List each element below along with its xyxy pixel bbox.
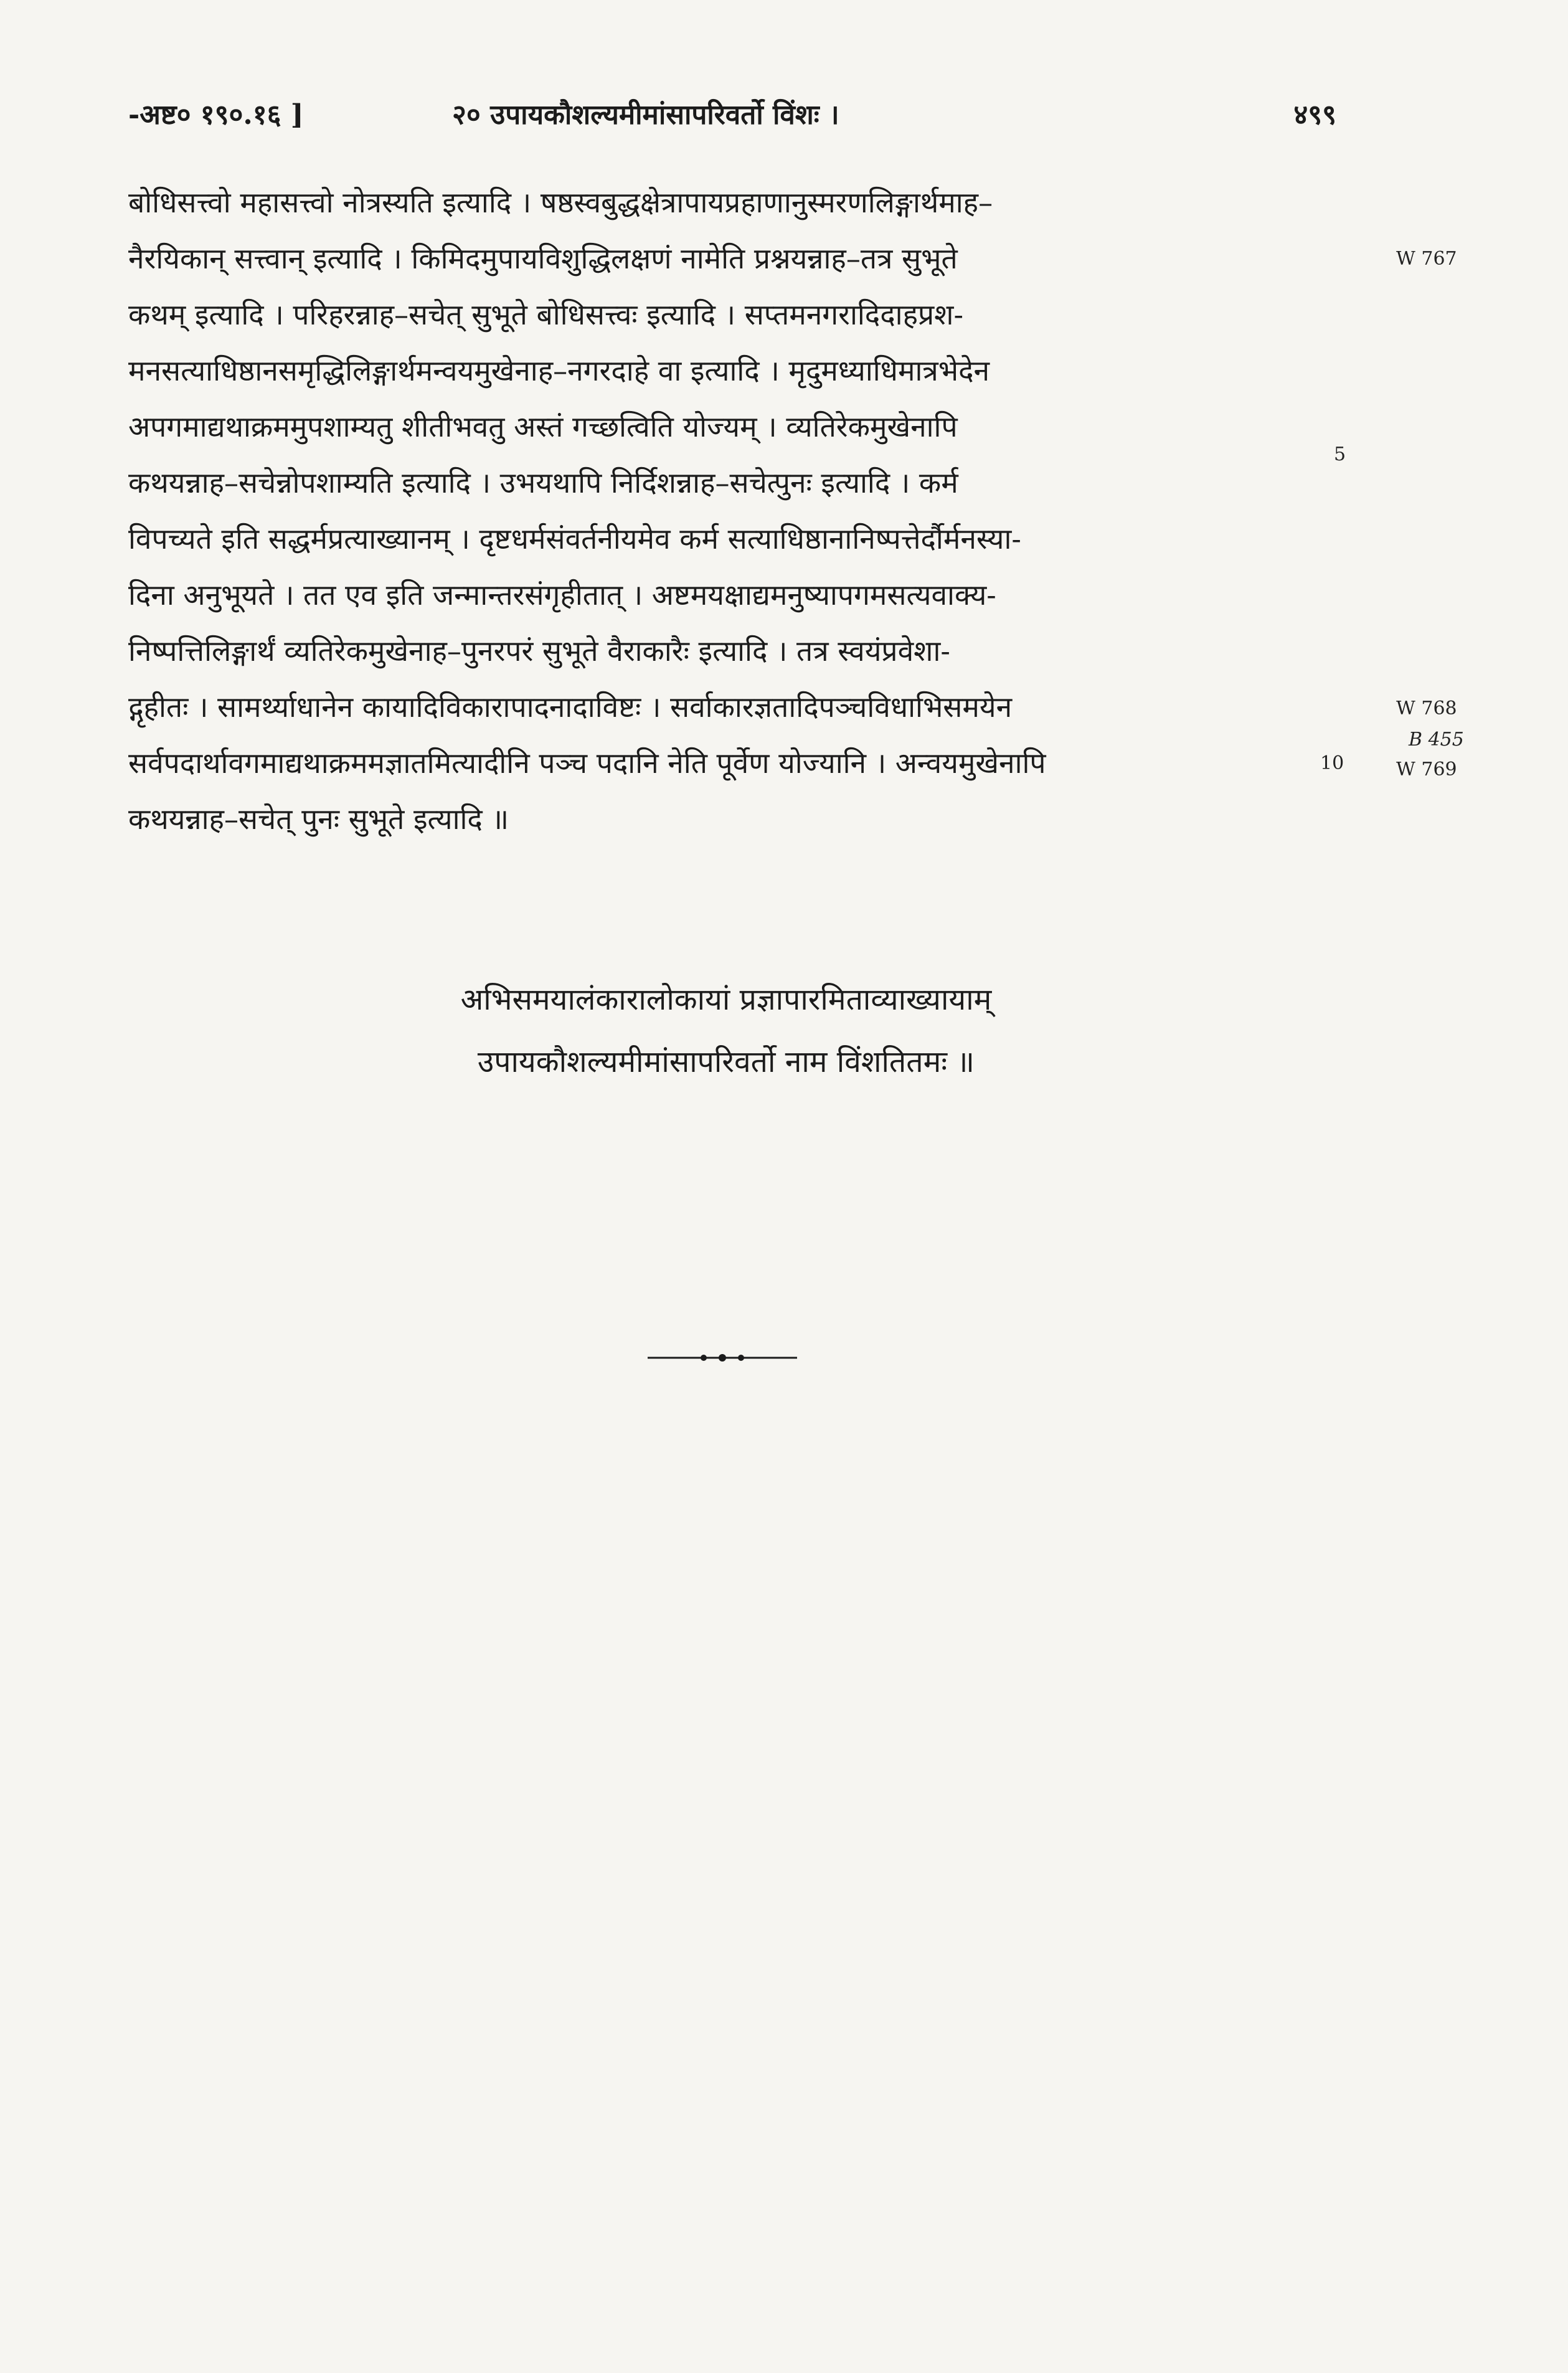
text-line: सर्वपदार्थावगमाद्यथाक्रममज्ञातमित्यादीनि पञ्च पदानि नेति पूर्वेण योज्यानि । अन्वयमुखेनापि <box>128 746 1046 780</box>
text-line: विपच्यते इति सद्धर्मप्रत्याख्यानम् । दृष्टधर्मसंवर्तनीयमेव कर्म सत्याधिष्ठानानिष्पत्तेर्दौर्मनस्या- <box>128 522 1021 556</box>
text-line: निष्पत्तिलिङ्गार्थं व्यतिरेकमुखेनाह–पुनरपरं सुभूते वैराकारैः इत्यादि । तत्र स्वयंप्रवेशा- <box>128 634 950 668</box>
text-line: दिना अनुभूयते । तत एव इति जन्मान्तरसंगृहीतात् । अष्टमयक्षाद्यमनुष्यापगमसत्यवाक्य- <box>128 578 996 612</box>
margin-ref-w767: W 767 <box>1396 248 1457 270</box>
text-line: कथयन्नाह–सचेन्नोपशाम्यति इत्यादि । उभयथापि निर्दिशन्नाह–सचेत्पुनः इत्यादि । कर्म <box>128 466 958 500</box>
line-number-10: 10 <box>1320 752 1344 774</box>
colophon-line: अभिसमयालंकारालोकायां प्रज्ञापारमिताव्याख्यायाम् <box>460 982 992 1017</box>
page-number: ४९९ <box>1293 99 1336 131</box>
text-line: अपगमाद्यथाक्रममुपशाम्यतु शीतीभवतु अस्तं गच्छत्विति योज्यम् । व्यतिरेकमुखेनापि <box>128 410 958 443</box>
text-line: नैरयिकान् सत्त्वान् इत्यादि । किमिदमुपायविशुद्धिलक्षणं नामेति प्रश्नयन्नाह–तत्र सुभूते <box>128 242 958 275</box>
header-reference: -अष्ट० १९०.१६ ] <box>128 99 304 131</box>
page-header <box>128 95 1336 138</box>
line-number-5: 5 <box>1334 443 1346 465</box>
margin-ref-b455: B 455 <box>1409 729 1464 751</box>
commentary-text <box>128 174 1324 847</box>
chapter-title: २० उपायकौशल्यमीमांसापरिवर्तो विंशः । <box>452 99 839 131</box>
text-line: द्गृहीतः । सामर्थ्याधानेन कायादिविकारापादनादाविष्टः । सर्वाकारज्ञतादिपञ्चविधाभिसमयेन <box>128 690 1013 724</box>
margin-ref-w768: W 768 <box>1396 698 1457 719</box>
section-end-ornament <box>648 1353 797 1363</box>
text-line: बोधिसत्त्वो महासत्त्वो नोत्रस्यति इत्यादि । षष्ठस्वबुद्धक्षेत्रापायप्रहाणानुस्मरणलिङ्गार्थमाह– <box>128 186 993 219</box>
colophon-line: उपायकौशल्यमीमांसापरिवर्तो नाम विंशतितमः ॥ <box>477 1044 975 1079</box>
text-line: कथयन्नाह–सचेत् पुनः सुभूते इत्यादि ॥ <box>128 802 509 836</box>
text-line: मनसत्याधिष्ठानसमृद्धिलिङ्गार्थमन्वयमुखेनाह–नगरदाहे वा इत्यादि । मृदुमध्याधिमात्रभेदेन <box>128 354 990 387</box>
margin-ref-w769: W 769 <box>1396 759 1457 780</box>
chapter-colophon <box>128 969 1324 1093</box>
text-line: कथम् इत्यादि । परिहरन्नाह–सचेत् सुभूते बोधिसत्त्वः इत्यादि । सप्तमनगरादिदाहप्रश- <box>128 298 963 331</box>
